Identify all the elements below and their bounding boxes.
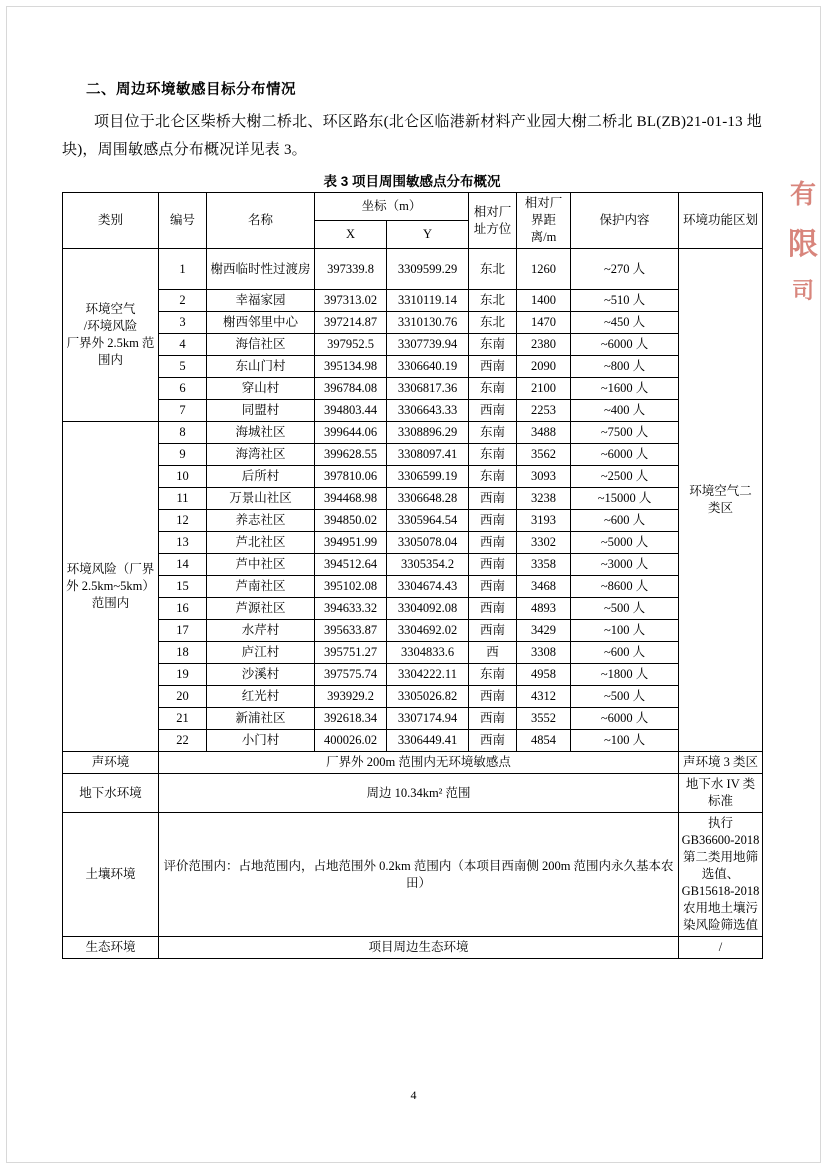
cell-protect: ~2500 人 bbox=[571, 466, 679, 488]
cell-coord-y: 3306599.19 bbox=[387, 466, 469, 488]
cell-protect: ~8600 人 bbox=[571, 576, 679, 598]
table-row bbox=[63, 444, 763, 466]
table-header bbox=[63, 193, 763, 249]
cell-name: 芦南社区 bbox=[207, 576, 315, 598]
cell-number: 6 bbox=[159, 378, 207, 400]
table-row bbox=[63, 576, 763, 598]
cell-protect: ~6000 人 bbox=[571, 334, 679, 356]
cell-direction: 东北 bbox=[469, 290, 517, 312]
cell-name: 穿山村 bbox=[207, 378, 315, 400]
table-row bbox=[63, 400, 763, 422]
cell-coord-x: 399644.06 bbox=[315, 422, 387, 444]
cell-name: 养志社区 bbox=[207, 510, 315, 532]
table-row bbox=[63, 620, 763, 642]
cell-number: 9 bbox=[159, 444, 207, 466]
cell-distance: 3429 bbox=[517, 620, 571, 642]
cell-name: 海城社区 bbox=[207, 422, 315, 444]
cell-name: 海信社区 bbox=[207, 334, 315, 356]
cell-distance: 2380 bbox=[517, 334, 571, 356]
cell-coord-y: 3310130.76 bbox=[387, 312, 469, 334]
cell-direction: 西南 bbox=[469, 686, 517, 708]
cell-number: 16 bbox=[159, 598, 207, 620]
cell-name: 万景山社区 bbox=[207, 488, 315, 510]
cell-coord-y: 3306449.41 bbox=[387, 730, 469, 752]
footer-content: 厂界外 200m 范围内无环境敏感点 bbox=[159, 752, 679, 774]
cell-number: 11 bbox=[159, 488, 207, 510]
cell-coord-y: 3304674.43 bbox=[387, 576, 469, 598]
table-row bbox=[63, 488, 763, 510]
table-row bbox=[63, 356, 763, 378]
cell-protect: ~100 人 bbox=[571, 620, 679, 642]
cell-coord-x: 395633.87 bbox=[315, 620, 387, 642]
cell-number: 14 bbox=[159, 554, 207, 576]
seal-glyph-3: 司 bbox=[791, 278, 814, 303]
cell-name: 海湾社区 bbox=[207, 444, 315, 466]
cell-number: 8 bbox=[159, 422, 207, 444]
cell-direction: 西南 bbox=[469, 576, 517, 598]
cell-coord-x: 397952.5 bbox=[315, 334, 387, 356]
cell-protect: ~1600 人 bbox=[571, 378, 679, 400]
cell-protect: ~800 人 bbox=[571, 356, 679, 378]
cell-protect: ~1800 人 bbox=[571, 664, 679, 686]
header-category: 类别 bbox=[63, 193, 159, 249]
cell-direction: 东南 bbox=[469, 378, 517, 400]
cell-distance: 3302 bbox=[517, 532, 571, 554]
table-row bbox=[63, 249, 763, 290]
cell-coord-x: 392618.34 bbox=[315, 708, 387, 730]
table-row bbox=[63, 466, 763, 488]
cell-direction: 西南 bbox=[469, 532, 517, 554]
table-row bbox=[63, 598, 763, 620]
cell-name: 东山门村 bbox=[207, 356, 315, 378]
cell-coord-x: 397339.8 bbox=[315, 249, 387, 290]
cell-coord-y: 3305026.82 bbox=[387, 686, 469, 708]
cell-coord-y: 3304833.6 bbox=[387, 642, 469, 664]
cell-coord-y: 3309599.29 bbox=[387, 249, 469, 290]
footer-content: 项目周边生态环境 bbox=[159, 937, 679, 959]
cell-protect: ~450 人 bbox=[571, 312, 679, 334]
cell-coord-x: 397575.74 bbox=[315, 664, 387, 686]
table-row bbox=[63, 378, 763, 400]
cell-name: 庐江村 bbox=[207, 642, 315, 664]
cell-number: 22 bbox=[159, 730, 207, 752]
cell-protect: ~100 人 bbox=[571, 730, 679, 752]
cell-coord-y: 3304222.11 bbox=[387, 664, 469, 686]
cell-coord-y: 3304092.08 bbox=[387, 598, 469, 620]
cell-coord-x: 394951.99 bbox=[315, 532, 387, 554]
header-name: 名称 bbox=[207, 193, 315, 249]
cell-name: 榭西邻里中心 bbox=[207, 312, 315, 334]
table-row bbox=[63, 554, 763, 576]
cell-protect: ~15000 人 bbox=[571, 488, 679, 510]
cell-coord-x: 400026.02 bbox=[315, 730, 387, 752]
cell-distance: 3468 bbox=[517, 576, 571, 598]
header-direction: 相对厂址方位 bbox=[469, 193, 517, 249]
cell-coord-y: 3305964.54 bbox=[387, 510, 469, 532]
cell-distance: 3552 bbox=[517, 708, 571, 730]
cell-coord-y: 3304692.02 bbox=[387, 620, 469, 642]
table-row bbox=[63, 422, 763, 444]
cell-coord-y: 3306817.36 bbox=[387, 378, 469, 400]
cell-coord-x: 395134.98 bbox=[315, 356, 387, 378]
cell-coord-y: 3306640.19 bbox=[387, 356, 469, 378]
footer-label: 生态环境 bbox=[63, 937, 159, 959]
cell-direction: 西 bbox=[469, 642, 517, 664]
cell-name: 芦源社区 bbox=[207, 598, 315, 620]
cell-distance: 3193 bbox=[517, 510, 571, 532]
table-footer-row bbox=[63, 937, 763, 959]
table-row bbox=[63, 290, 763, 312]
cell-coord-y: 3307174.94 bbox=[387, 708, 469, 730]
table-row bbox=[63, 334, 763, 356]
cell-protect: ~270 人 bbox=[571, 249, 679, 290]
cell-direction: 西南 bbox=[469, 400, 517, 422]
header-number: 编号 bbox=[159, 193, 207, 249]
cell-coord-y: 3305354.2 bbox=[387, 554, 469, 576]
category-air-risk: 环境空气 /环境风险 厂界外 2.5km 范 围内 bbox=[63, 249, 159, 422]
header-protect-content: 保护内容 bbox=[571, 193, 679, 249]
cell-number: 13 bbox=[159, 532, 207, 554]
cell-distance: 3562 bbox=[517, 444, 571, 466]
header-coord-x: X bbox=[315, 221, 387, 249]
cell-distance: 4958 bbox=[517, 664, 571, 686]
cell-coord-x: 397313.02 bbox=[315, 290, 387, 312]
cell-name: 芦北社区 bbox=[207, 532, 315, 554]
cell-number: 10 bbox=[159, 466, 207, 488]
cell-distance: 3238 bbox=[517, 488, 571, 510]
cell-direction: 东南 bbox=[469, 664, 517, 686]
cell-coord-y: 3308896.29 bbox=[387, 422, 469, 444]
cell-distance: 2253 bbox=[517, 400, 571, 422]
header-distance: 相对厂界距离/m bbox=[517, 193, 571, 249]
cell-number: 3 bbox=[159, 312, 207, 334]
cell-direction: 西南 bbox=[469, 488, 517, 510]
cell-coord-x: 397214.87 bbox=[315, 312, 387, 334]
cell-distance: 3488 bbox=[517, 422, 571, 444]
cell-distance: 2090 bbox=[517, 356, 571, 378]
seal-glyph-2: 限 bbox=[788, 228, 818, 261]
table-caption: 表 3 项目周围敏感点分布概况 bbox=[323, 174, 501, 189]
cell-distance: 3358 bbox=[517, 554, 571, 576]
table-footer-row bbox=[63, 813, 763, 937]
table-row bbox=[63, 708, 763, 730]
cell-direction: 西南 bbox=[469, 708, 517, 730]
cell-coord-x: 395102.08 bbox=[315, 576, 387, 598]
cell-direction: 西南 bbox=[469, 510, 517, 532]
cell-name: 芦中社区 bbox=[207, 554, 315, 576]
table-body bbox=[63, 249, 763, 959]
table-row bbox=[63, 510, 763, 532]
cell-number: 18 bbox=[159, 642, 207, 664]
cell-number: 12 bbox=[159, 510, 207, 532]
cell-number: 20 bbox=[159, 686, 207, 708]
table-row bbox=[63, 730, 763, 752]
cell-number: 15 bbox=[159, 576, 207, 598]
table-footer-row bbox=[63, 752, 763, 774]
sensitive-targets-table bbox=[62, 192, 763, 959]
cell-function-zone-air: 环境空气二 类区 bbox=[679, 249, 763, 752]
footer-content: 周边 10.34km² 范围 bbox=[159, 774, 679, 813]
footer-zone: 声环境 3 类区 bbox=[679, 752, 763, 774]
cell-direction: 东南 bbox=[469, 466, 517, 488]
cell-name: 同盟村 bbox=[207, 400, 315, 422]
table-row bbox=[63, 642, 763, 664]
cell-name: 幸福家园 bbox=[207, 290, 315, 312]
cell-coord-x: 399628.55 bbox=[315, 444, 387, 466]
table-row bbox=[63, 312, 763, 334]
cell-number: 4 bbox=[159, 334, 207, 356]
cell-protect: ~6000 人 bbox=[571, 708, 679, 730]
cell-protect: ~600 人 bbox=[571, 642, 679, 664]
cell-name: 红光村 bbox=[207, 686, 315, 708]
table-row bbox=[63, 664, 763, 686]
cell-direction: 东北 bbox=[469, 249, 517, 290]
cell-coord-x: 394803.44 bbox=[315, 400, 387, 422]
cell-distance: 4312 bbox=[517, 686, 571, 708]
page-number: 4 bbox=[410, 1088, 417, 1102]
cell-protect: ~600 人 bbox=[571, 510, 679, 532]
category-risk-outer: 环境风险（厂界 外 2.5km~5km） 范围内 bbox=[63, 422, 159, 752]
cell-coord-x: 394633.32 bbox=[315, 598, 387, 620]
cell-name: 榭西临时性过渡房 bbox=[207, 249, 315, 290]
cell-number: 21 bbox=[159, 708, 207, 730]
cell-protect: ~500 人 bbox=[571, 598, 679, 620]
cell-number: 7 bbox=[159, 400, 207, 422]
cell-protect: ~7500 人 bbox=[571, 422, 679, 444]
cell-name: 小门村 bbox=[207, 730, 315, 752]
cell-distance: 3093 bbox=[517, 466, 571, 488]
header-function-zone: 环境功能区划 bbox=[679, 193, 763, 249]
cell-protect: ~3000 人 bbox=[571, 554, 679, 576]
cell-coord-y: 3306643.33 bbox=[387, 400, 469, 422]
footer-label: 土壤环境 bbox=[63, 813, 159, 937]
cell-number: 2 bbox=[159, 290, 207, 312]
cell-direction: 西南 bbox=[469, 356, 517, 378]
cell-coord-y: 3308097.41 bbox=[387, 444, 469, 466]
cell-coord-y: 3305078.04 bbox=[387, 532, 469, 554]
cell-name: 沙溪村 bbox=[207, 664, 315, 686]
cell-number: 19 bbox=[159, 664, 207, 686]
cell-direction: 东南 bbox=[469, 422, 517, 444]
cell-direction: 西南 bbox=[469, 730, 517, 752]
cell-direction: 东南 bbox=[469, 444, 517, 466]
cell-protect: ~5000 人 bbox=[571, 532, 679, 554]
section-heading: 二、周边环境敏感目标分布情况 bbox=[86, 82, 296, 98]
cell-coord-x: 394850.02 bbox=[315, 510, 387, 532]
table-row bbox=[63, 532, 763, 554]
cell-coord-x: 394512.64 bbox=[315, 554, 387, 576]
cell-protect: ~500 人 bbox=[571, 686, 679, 708]
seal-glyph-1: 有 bbox=[789, 180, 816, 209]
footer-label: 声环境 bbox=[63, 752, 159, 774]
cell-coord-x: 397810.06 bbox=[315, 466, 387, 488]
cell-coord-x: 393929.2 bbox=[315, 686, 387, 708]
footer-zone: 地下水 IV 类标准 bbox=[679, 774, 763, 813]
cell-direction: 西南 bbox=[469, 554, 517, 576]
cell-distance: 4893 bbox=[517, 598, 571, 620]
header-coord-y: Y bbox=[387, 221, 469, 249]
cell-name: 新浦社区 bbox=[207, 708, 315, 730]
cell-name: 后所村 bbox=[207, 466, 315, 488]
cell-name: 水芹村 bbox=[207, 620, 315, 642]
cell-coord-x: 396784.08 bbox=[315, 378, 387, 400]
cell-distance: 1400 bbox=[517, 290, 571, 312]
footer-zone: / bbox=[679, 937, 763, 959]
cell-protect: ~510 人 bbox=[571, 290, 679, 312]
footer-label: 地下水环境 bbox=[63, 774, 159, 813]
cell-distance: 2100 bbox=[517, 378, 571, 400]
cell-protect: ~400 人 bbox=[571, 400, 679, 422]
cell-direction: 东北 bbox=[469, 312, 517, 334]
body-paragraph: 项目位于北仑区柴桥大榭二桥北、环区路东(北仑区临港新材料产业园大榭二桥北 BL(ZB)21-01-13 地块)，周围敏感点分布概况详见表 3。 bbox=[62, 114, 762, 158]
red-seal-decoration bbox=[783, 178, 823, 358]
footer-zone: 执行 GB36600-2018 第二类用地筛选值、GB15618-2018 农用地土壤污染风险筛选值 bbox=[679, 813, 763, 937]
cell-coord-x: 394468.98 bbox=[315, 488, 387, 510]
footer-content: 评价范围内：占地范围内，占地范围外 0.2km 范围内（本项目西南侧 200m 范围内永久基本农田） bbox=[159, 813, 679, 937]
cell-distance: 3308 bbox=[517, 642, 571, 664]
document-content bbox=[62, 78, 762, 959]
cell-number: 1 bbox=[159, 249, 207, 290]
cell-distance: 4854 bbox=[517, 730, 571, 752]
cell-coord-y: 3307739.94 bbox=[387, 334, 469, 356]
table-footer-row bbox=[63, 774, 763, 813]
cell-direction: 东南 bbox=[469, 334, 517, 356]
cell-direction: 西南 bbox=[469, 598, 517, 620]
cell-number: 5 bbox=[159, 356, 207, 378]
table-row bbox=[63, 686, 763, 708]
cell-direction: 西南 bbox=[469, 620, 517, 642]
cell-distance: 1470 bbox=[517, 312, 571, 334]
cell-coord-y: 3306648.28 bbox=[387, 488, 469, 510]
cell-coord-x: 395751.27 bbox=[315, 642, 387, 664]
cell-coord-y: 3310119.14 bbox=[387, 290, 469, 312]
cell-protect: ~6000 人 bbox=[571, 444, 679, 466]
cell-number: 17 bbox=[159, 620, 207, 642]
header-coordinates: 坐标（m） bbox=[315, 193, 469, 221]
cell-distance: 1260 bbox=[517, 249, 571, 290]
